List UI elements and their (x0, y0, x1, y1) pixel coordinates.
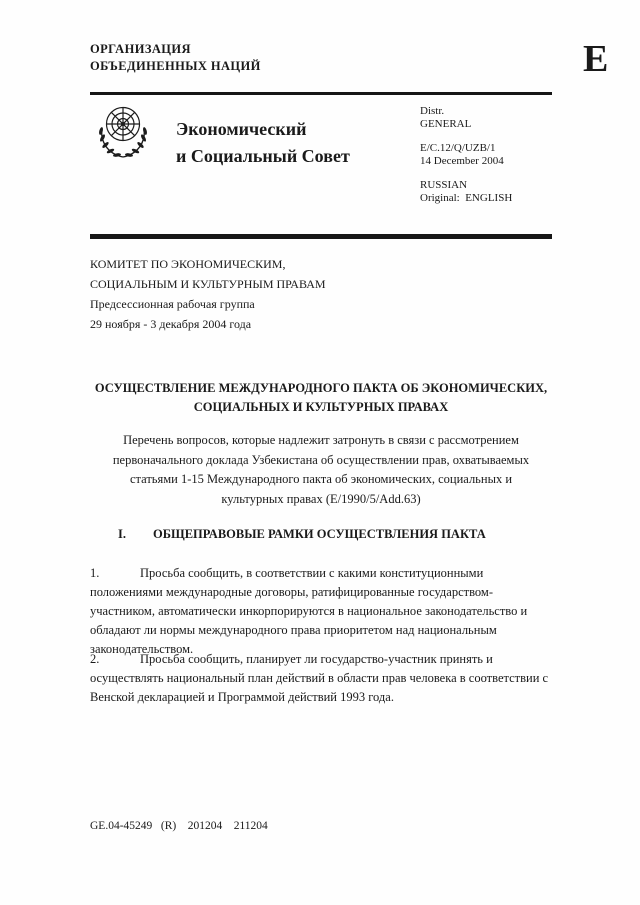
document-title-line1: ОСУЩЕСТВЛЕНИЕ МЕЖДУНАРОДНОГО ПАКТА ОБ ЭКОНОМИЧЕСКИХ, (94, 381, 548, 395)
org-name-line2: ОБЪЕДИНЕННЫХ НАЦИЙ (90, 59, 261, 73)
council-title-line1: Экономический (176, 119, 307, 139)
footer-reference: GE.04-45249 (R) 201204 211204 (90, 820, 268, 832)
doc-symbol: E/C.12/Q/UZB/1 (420, 142, 496, 154)
org-name-line1: ОРГАНИЗАЦИЯ (90, 42, 191, 56)
document-title (90, 379, 552, 417)
header-divider (90, 92, 552, 95)
un-emblem-icon (92, 100, 154, 164)
distr-label: Distr. (420, 105, 445, 117)
paragraph-1-text: Просьба сообщить, в соответствии с какими конституционными положениями международные договоры, ратифицированные государством-участником, автоматически инкорпорируются в национальное законодательство и обладают ли нормы международного права приоритетом над национальным законодательством. (90, 566, 528, 656)
paragraph-2-text: Просьба сообщить, планирует ли государство-участник принять и осуществлять национальный план действий в области прав человека в соответствии с Венской декларацией и Программой действий 1993 года. (90, 652, 549, 704)
series-letter: E (583, 38, 609, 80)
section-number: I. (118, 527, 126, 541)
paragraph-2-number: 2. (90, 652, 100, 666)
paragraph-1 (90, 564, 552, 659)
section-heading (90, 527, 486, 542)
distribution-block (420, 105, 512, 205)
working-group-line: Предсессионная рабочая группа (90, 297, 255, 311)
council-title-line2: и Социальный Совет (176, 146, 350, 166)
spacer (420, 131, 512, 142)
paragraph-2 (90, 650, 552, 707)
committee-line2: СОЦИАЛЬНЫМ И КУЛЬТУРНЫМ ПРАВАМ (90, 277, 326, 291)
spacer (420, 168, 512, 179)
council-title (176, 116, 350, 170)
committee-block (90, 254, 326, 334)
doc-date: 14 December 2004 (420, 155, 504, 167)
doc-language: RUSSIAN (420, 179, 468, 191)
distr-type: GENERAL (420, 118, 472, 130)
masthead-divider (90, 234, 552, 239)
document-subtitle: Перечень вопросов, которые надлежит затронуть в связи с рассмотрением первоначального доклада Узбекистана об осуществлении прав, охватываемых статьями 1-15 Международного пакта об экономических, социальных и культурных правах (E/1990/5/Add.63) (112, 433, 530, 506)
doc-original-language: Original: ENGLISH (420, 192, 513, 204)
document-title-line2: СОЦИАЛЬНЫХ И КУЛЬТУРНЫХ ПРАВАХ (193, 400, 449, 414)
section-title: ОБЩЕПРАВОВЫЕ РАМКИ ОСУЩЕСТВЛЕНИЯ ПАКТА (153, 527, 486, 541)
paragraph-1-number: 1. (90, 566, 100, 580)
session-dates-line: 29 ноября - 3 декабря 2004 года (90, 317, 252, 331)
committee-line1: КОМИТЕТ ПО ЭКОНОМИЧЕСКИМ, (90, 257, 286, 271)
org-name (90, 41, 261, 75)
